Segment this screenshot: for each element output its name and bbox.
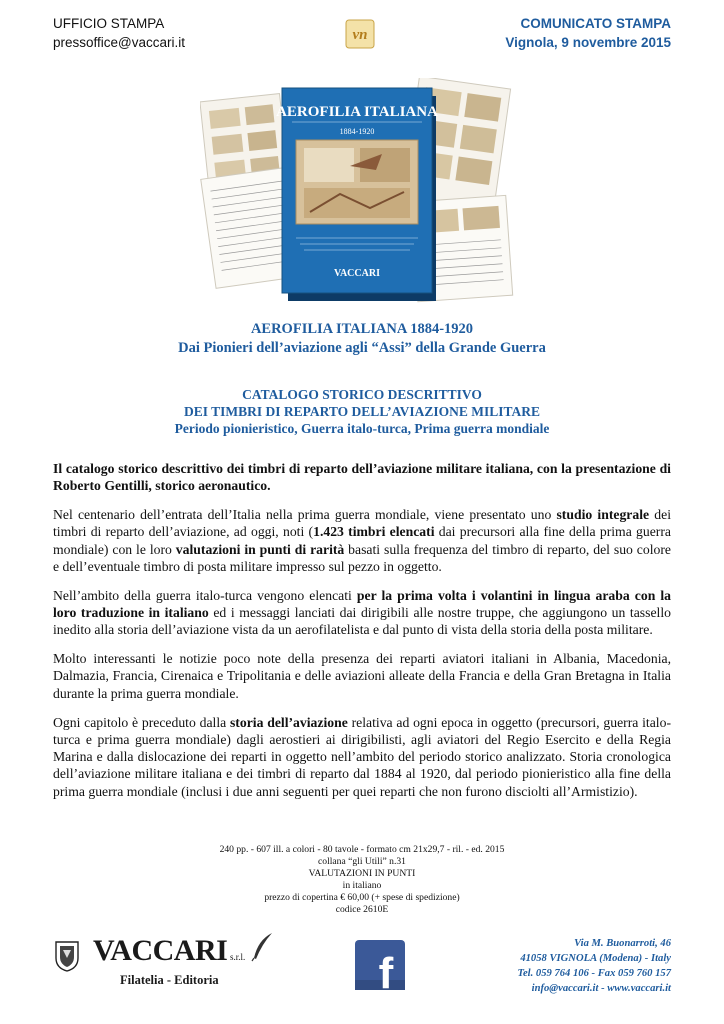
article-body xyxy=(53,460,671,812)
press-office-email[interactable]: pressoffice@vaccari.it xyxy=(53,35,186,50)
press-release-block xyxy=(505,14,671,52)
p1-bold-b: studio integrale xyxy=(556,507,650,523)
address-phone: Tel. 059 764 106 - Fax 059 760 157 xyxy=(517,968,671,979)
address-block xyxy=(517,936,671,996)
p1-bold-d: 1.423 timbri elencati xyxy=(313,524,435,540)
book-cover-image xyxy=(200,78,520,308)
press-release-date: Vignola, 9 novembre 2015 xyxy=(505,35,671,50)
specs-line-4: in italiano xyxy=(342,880,382,891)
p2-text-a: Nell’ambito della guerra italo-turca vengono elencati xyxy=(53,587,357,603)
p4-bold-b: storia dell’aviazione xyxy=(229,714,348,730)
vaccari-logo-text: VACCARI xyxy=(93,934,228,967)
address-web[interactable]: info@vaccari.it - www.vaccari.it xyxy=(531,983,671,994)
p1-text-a: Nel centenario dell’entrata dell’Italia nella prima guerra mondiale, viene presentato uno xyxy=(53,507,557,523)
catalog-title-line2: DEI TIMBRI DI REPARTO DELL’AVIAZIONE MILITARE xyxy=(184,404,540,419)
facebook-letter: f xyxy=(378,949,394,990)
paragraph-1 xyxy=(53,506,671,575)
catalog-title-line3: Periodo pionieristico, Guerra italo-turca, Prima guerra mondiale xyxy=(174,421,550,436)
address-street: Via M. Buonarroti, 46 xyxy=(574,938,671,949)
facebook-icon[interactable] xyxy=(355,940,405,990)
book-cover xyxy=(276,88,438,293)
crest-icon xyxy=(54,940,80,972)
press-office-label: UFFICIO STAMPA xyxy=(53,16,165,31)
catalog-title-block xyxy=(0,386,724,437)
book-specs xyxy=(0,844,724,916)
p4-text-c: relativa ad ogni epoca in oggetto (precursori, guerra italo-turca e prima guerra mondiale) dagli aerostieri ai dirigibilisti, agli aviatori del Regio Esercito e della Regia Marina e dalla dislocazione dei reparti in oggetto nell’ambito del periodo storico analizzato. Storia cronologica dell’aviazione militare italiana e dei timbri di reparto dal 1884 al 1920, dal periodo pionieristico alla fine della prima guerra mondiale (inclusi i due anni seguenti per quei reparti che non furono disciolti all’Armistizio). xyxy=(53,714,671,799)
p2-bold-b: per la prima volta i volantini in lingua araba con la loro traduzione in italiano xyxy=(53,587,671,621)
p1-text-g: basati sulla frequenza del timbro di reparto, del suo colore e dell’eventuale timbro di posta militare impresso sul pezzo in oggetto. xyxy=(53,541,671,574)
press-office-block xyxy=(53,14,185,52)
paragraph-3: Molto interessanti le notizie poco note della presenza dei reparti aviatori italiani in Albania, Macedonia, Dalmazia, Francia, Cirenaica e Tripolitania e delle aviazioni alleate della Francia e della Gran Bretagna in Italia durante la prima guerra mondiale. xyxy=(53,651,671,701)
subtitle: Dai Pionieri dell’aviazione agli “Assi” della Grande Guerra xyxy=(178,340,546,356)
p4-text-a: Ogni capitolo è preceduto dalla xyxy=(53,714,230,730)
catalog-title-line1: CATALOGO STORICO DESCRITTIVO xyxy=(242,387,482,402)
p1-text-c: dei timbri di reparto dell’aviazione, ad oggi, noti ( xyxy=(53,507,671,540)
paragraph-4 xyxy=(53,714,671,800)
book-title: AEROFILIA ITALIANA xyxy=(276,104,438,120)
specs-line-5: prezzo di copertina € 60,00 (+ spese di spedizione) xyxy=(264,892,460,903)
paragraph-2 xyxy=(53,587,671,639)
lead-text: Il catalogo storico descrittivo dei timbri di reparto dell’aviazione militare italiana, con la presentazione di Roberto Gentilli, storico aeronautico. xyxy=(53,461,671,494)
press-release-label: COMUNICATO STAMPA xyxy=(520,16,671,31)
vaccari-tagline: Filatelia - Editoria xyxy=(120,973,219,987)
quill-icon xyxy=(250,932,274,962)
p2-text-c: ed i messaggi lanciati dai dirigibili alle nostre truppe, che aggiungono un tassello inedito alla storia dell’aviazione vista da un aerofilatelista e dal punto di vista della storia della posta militare. xyxy=(53,605,671,638)
specs-line-6: codice 2610E xyxy=(335,904,389,915)
vn-logo-text: vn xyxy=(352,27,368,43)
vaccari-srl: s.r.l. xyxy=(230,952,246,962)
book-years: 1884-1920 xyxy=(339,127,375,136)
specs-line-3: VALUTAZIONI IN PUNTI xyxy=(308,868,416,879)
book-publisher: VACCARI xyxy=(334,268,380,279)
vn-logo xyxy=(345,19,375,49)
lead-paragraph xyxy=(53,460,671,495)
p1-text-e: dai precursori alla fine della prima guerra mondiale) con le loro xyxy=(53,524,671,557)
address-city: 41058 VIGNOLA (Modena) - Italy xyxy=(520,953,671,964)
main-title: AEROFILIA ITALIANA 1884-1920 xyxy=(250,321,474,337)
specs-line-2: collana “gli Utili” n.31 xyxy=(318,856,406,867)
specs-line-1: 240 pp. - 607 ill. a colori - 80 tavole - formato cm 21x29,7 - ril. - ed. 2015 xyxy=(219,844,505,855)
p1-bold-f: valutazioni in punti di rarità xyxy=(175,541,345,557)
title-block xyxy=(0,320,724,358)
